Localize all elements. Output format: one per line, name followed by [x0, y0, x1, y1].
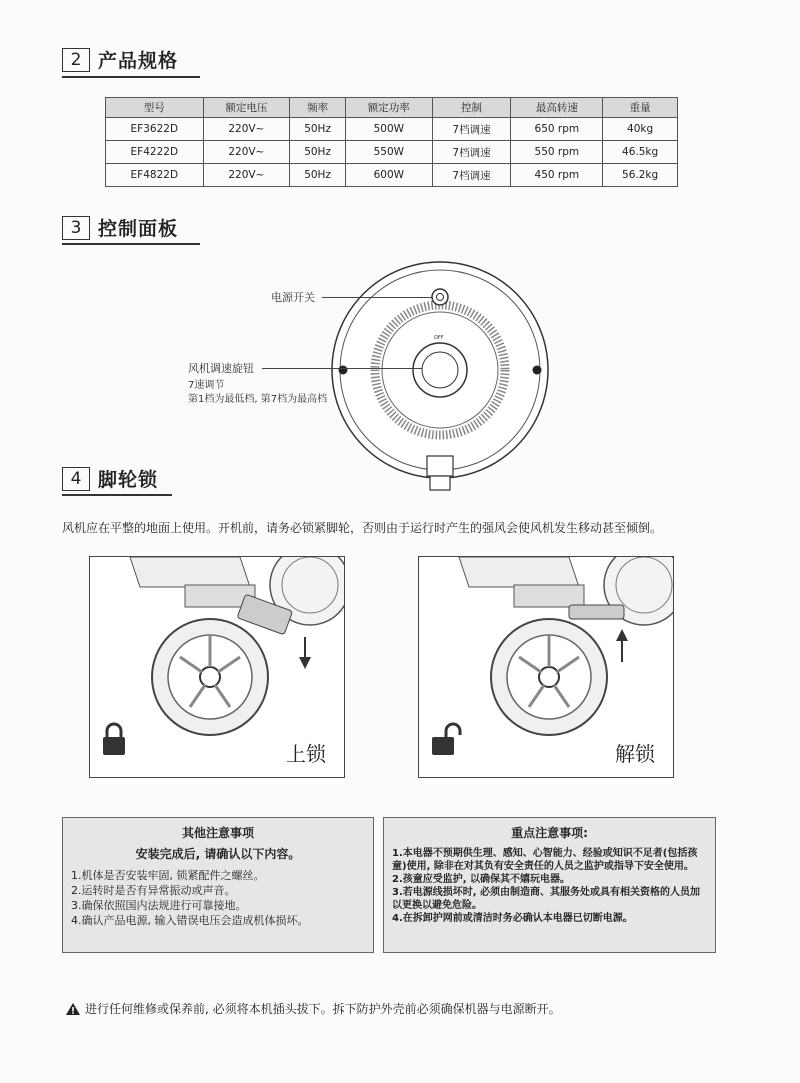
spec-table: [105, 97, 678, 187]
section-4-heading: [62, 465, 158, 492]
warning-text: 进行任何维修或保养前, 必须将本机插头拔下。拆下防护外壳前必须确保机器与电源断开。: [85, 1002, 561, 1016]
table-cell: 7档调速: [432, 118, 511, 141]
column-header: 控制: [432, 98, 511, 118]
cable-gland: [427, 456, 453, 476]
column-header: 频率: [290, 98, 346, 118]
list-item: 3.确保依照国内法规进行可靠接地。: [71, 899, 247, 912]
other-notes-box: [62, 817, 374, 953]
table-cell: 50Hz: [290, 118, 346, 141]
section-number: 3: [62, 216, 90, 240]
section-number: 2: [62, 48, 90, 72]
section-title: 控制面板: [98, 218, 179, 240]
control-panel-diagram: [330, 255, 552, 495]
table-cell: 50Hz: [290, 164, 346, 187]
mounting-point-left: [339, 366, 348, 375]
list-item: 1.机体是否安装牢固, 锁紧配件之螺丝。: [71, 869, 265, 882]
table-row: [106, 141, 678, 164]
table-cell: 56.2kg: [603, 164, 678, 187]
table-cell: EF4222D: [106, 141, 204, 164]
table-cell: 220V~: [203, 164, 290, 187]
table-cell: 550W: [346, 141, 433, 164]
table-row: [106, 164, 678, 187]
list-item: 2.孩童应受监护, 以确保其不嬉玩电器。: [392, 874, 571, 885]
section-underline: [62, 76, 200, 78]
section-title: 脚轮锁: [98, 469, 159, 491]
list-item: 4.确认产品电源, 输入错误电压会造成机体损坏。: [71, 914, 309, 927]
column-header: 额定电压: [203, 98, 290, 118]
power-switch-label: 电源开关: [271, 291, 315, 304]
column-header: 重量: [603, 98, 678, 118]
knob-desc-2: 第1档为最低档, 第7档为最高档: [188, 394, 328, 405]
knob-leader-line: [262, 368, 422, 369]
knob-body: [413, 343, 467, 397]
warning-icon: [66, 1003, 80, 1015]
column-header: 最高转速: [511, 98, 603, 118]
lock-icon: [103, 737, 125, 755]
power-leader-line: [322, 297, 432, 298]
key-notes-title: 重点注意事项:: [511, 826, 588, 840]
unlock-icon: [432, 737, 454, 755]
knob-label: 风机调速旋钮: [188, 362, 254, 375]
section-3-heading: [62, 214, 178, 241]
table-cell: 220V~: [203, 141, 290, 164]
caster-instruction: 风机应在平整的地面上使用。开机前，请务必锁紧脚轮，否则由于运行时产生的强风会使风机发生移动甚至倾倒。: [62, 521, 663, 535]
power-switch: [432, 289, 448, 305]
list-item: 2.运转时是否有异常振动或声音。: [71, 884, 236, 897]
list-item: 3.若电源线损坏时, 必须由制造商、其服务处或具有相关资格的人员加以更换以避免危险。: [392, 887, 701, 911]
other-notes-title: 其他注意事项: [181, 826, 254, 840]
caster-unlock-illustration: [418, 556, 674, 778]
off-mark: OFF: [434, 335, 444, 341]
knob-desc-1: 7速调节: [188, 380, 225, 391]
maintenance-warning: [66, 1000, 561, 1017]
key-notes-box: [383, 817, 716, 953]
column-header: 额定功率: [346, 98, 433, 118]
table-cell: 220V~: [203, 118, 290, 141]
table-cell: 50Hz: [290, 141, 346, 164]
table-cell: 600W: [346, 164, 433, 187]
list-item: 1.本电器不预期供生理、感知、心智能力、经验或知识不足者(包括孩童)使用, 除非在对其负有安全责任的人员之监护或指导下安全使用。: [392, 848, 698, 872]
unlock-label: 解锁: [615, 742, 655, 766]
table-cell: 500W: [346, 118, 433, 141]
table-cell: EF4822D: [106, 164, 204, 187]
section-underline: [62, 494, 172, 496]
table-cell: EF3622D: [106, 118, 204, 141]
section-number: 4: [62, 467, 90, 491]
table-header-row: [106, 98, 678, 118]
section-2-heading: [62, 46, 178, 73]
section-title: 产品规格: [98, 50, 179, 72]
table-cell: 650 rpm: [511, 118, 603, 141]
caster-lock-illustration: [89, 556, 345, 778]
table-cell: 7档调速: [432, 164, 511, 187]
up-arrow-icon: [616, 629, 628, 641]
table-cell: 7档调速: [432, 141, 511, 164]
down-arrow-icon: [299, 657, 311, 669]
table-row: [106, 118, 678, 141]
table-cell: 46.5kg: [603, 141, 678, 164]
other-notes-subtitle: 安装完成后, 请确认以下内容。: [135, 847, 301, 861]
list-item: 4.在拆卸护网前或清洁时务必确认本电器已切断电源。: [392, 913, 633, 924]
table-cell: 450 rpm: [511, 164, 603, 187]
section-underline: [62, 243, 200, 245]
table-cell: 40kg: [603, 118, 678, 141]
column-header: 型号: [106, 98, 204, 118]
lock-label: 上锁: [286, 742, 326, 766]
mounting-point-right: [533, 366, 542, 375]
table-cell: 550 rpm: [511, 141, 603, 164]
